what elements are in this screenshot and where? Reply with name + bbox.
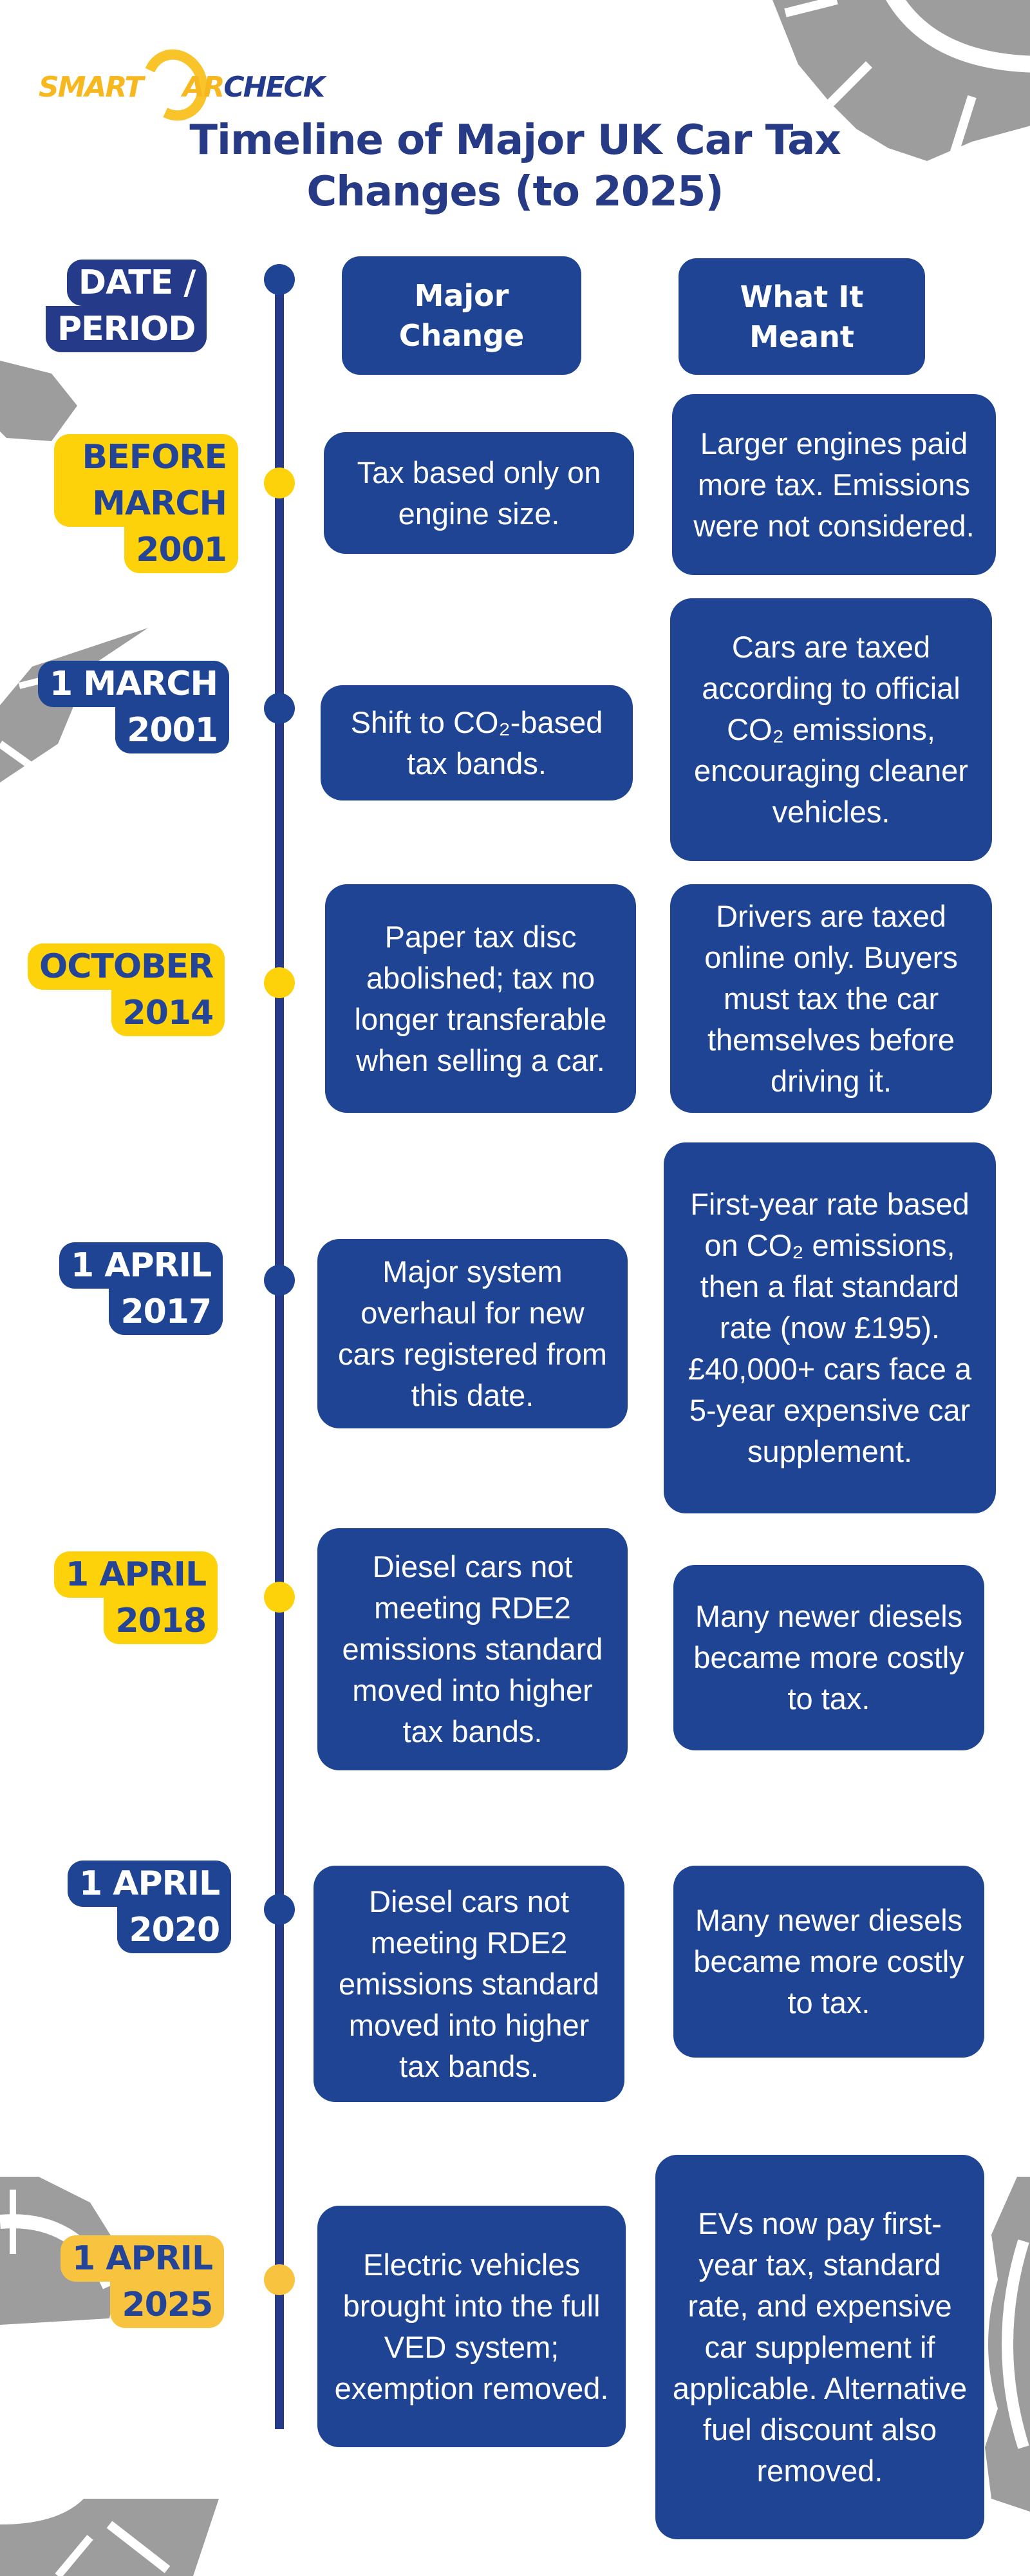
logo-text-check: CHECK [223,71,324,104]
gear-decoration-left-upper-icon [0,361,109,444]
change-card-row-7: Electric vehicles brought into the full VED system; exemption removed. [317,2206,626,2447]
page-title: Timeline of Major UK Car Tax Changes (to 2025) [189,117,841,216]
column-header-what-it-meant: What It Meant [679,258,925,375]
timeline-dot-row-1 [264,468,295,498]
change-card-row-5: Diesel cars not meeting RDE2 emissions standard moved into higher tax bands. [317,1528,628,1770]
column-header-major-change: Major Change [342,256,581,375]
change-card-row-4: Major system overhaul for new cars registered from this date. [317,1239,628,1428]
change-card-row-3: Paper tax disc abolished; tax no longer transferable when selling a car. [325,884,636,1113]
timeline-dot-row-6 [264,1894,295,1925]
timeline-dot-row-4 [264,1265,295,1296]
date-tag-1-april-2017: 1 APRIL 2017 [59,1242,223,1335]
logo-text-smart: SMART [39,71,143,104]
column-header-date: DATE / PERIOD [46,260,207,352]
logo-text-ar: AR [182,71,224,104]
smart-car-check-logo [39,46,324,124]
change-card-row-6: Diesel cars not meeting RDE2 emissions standard moved into higher tax bands. [314,1866,624,2102]
timeline-dot-header [264,264,295,295]
timeline-line [275,279,284,2429]
meaning-card-row-7: EVs now pay first-year tax, standard rate, and expensive car supplement if applicable. Alternative fuel discount also removed. [655,2155,984,2539]
date-tag-1-march-2001: 1 MARCH 2001 [38,661,229,753]
timeline-dot-row-2 [264,693,295,724]
timeline-dot-row-5 [264,1582,295,1613]
timeline-dot-row-7 [264,2264,295,2295]
gear-decoration-bottom-corner-icon [0,2499,219,2576]
change-card-row-2: Shift to CO₂-based tax bands. [321,685,633,800]
date-tag-before-march-2001: BEFORE MARCH 2001 [54,434,238,573]
date-tag-1-april-2025: 1 APRIL 2025 [61,2235,224,2328]
gear-decoration-right-bottom-icon [979,2177,1030,2512]
meaning-card-row-3: Drivers are taxed online only. Buyers must tax the car themselves before driving it. [670,884,992,1113]
date-tag-october-2014: OCTOBER 2014 [28,943,225,1036]
date-tag-1-april-2020: 1 APRIL 2020 [68,1861,231,1953]
meaning-card-row-1: Larger engines paid more tax. Emissions were not considered. [672,394,996,575]
meaning-card-row-6: Many newer diesels became more costly to tax. [673,1866,984,2058]
meaning-card-row-4: First-year rate based on CO₂ emissions, then a flat standard rate (now £195). £40,000+ cars face a 5-year expensive car supplement. [664,1142,996,1513]
meaning-card-row-2: Cars are taxed according to official CO₂ emissions, encouraging cleaner vehicles. [670,598,992,861]
meaning-card-row-5: Many newer diesels became more costly to tax. [673,1565,984,1750]
change-card-row-1: Tax based only on engine size. [324,432,634,554]
date-tag-1-april-2018: 1 APRIL 2018 [54,1551,218,1644]
timeline-dot-row-3 [264,967,295,998]
